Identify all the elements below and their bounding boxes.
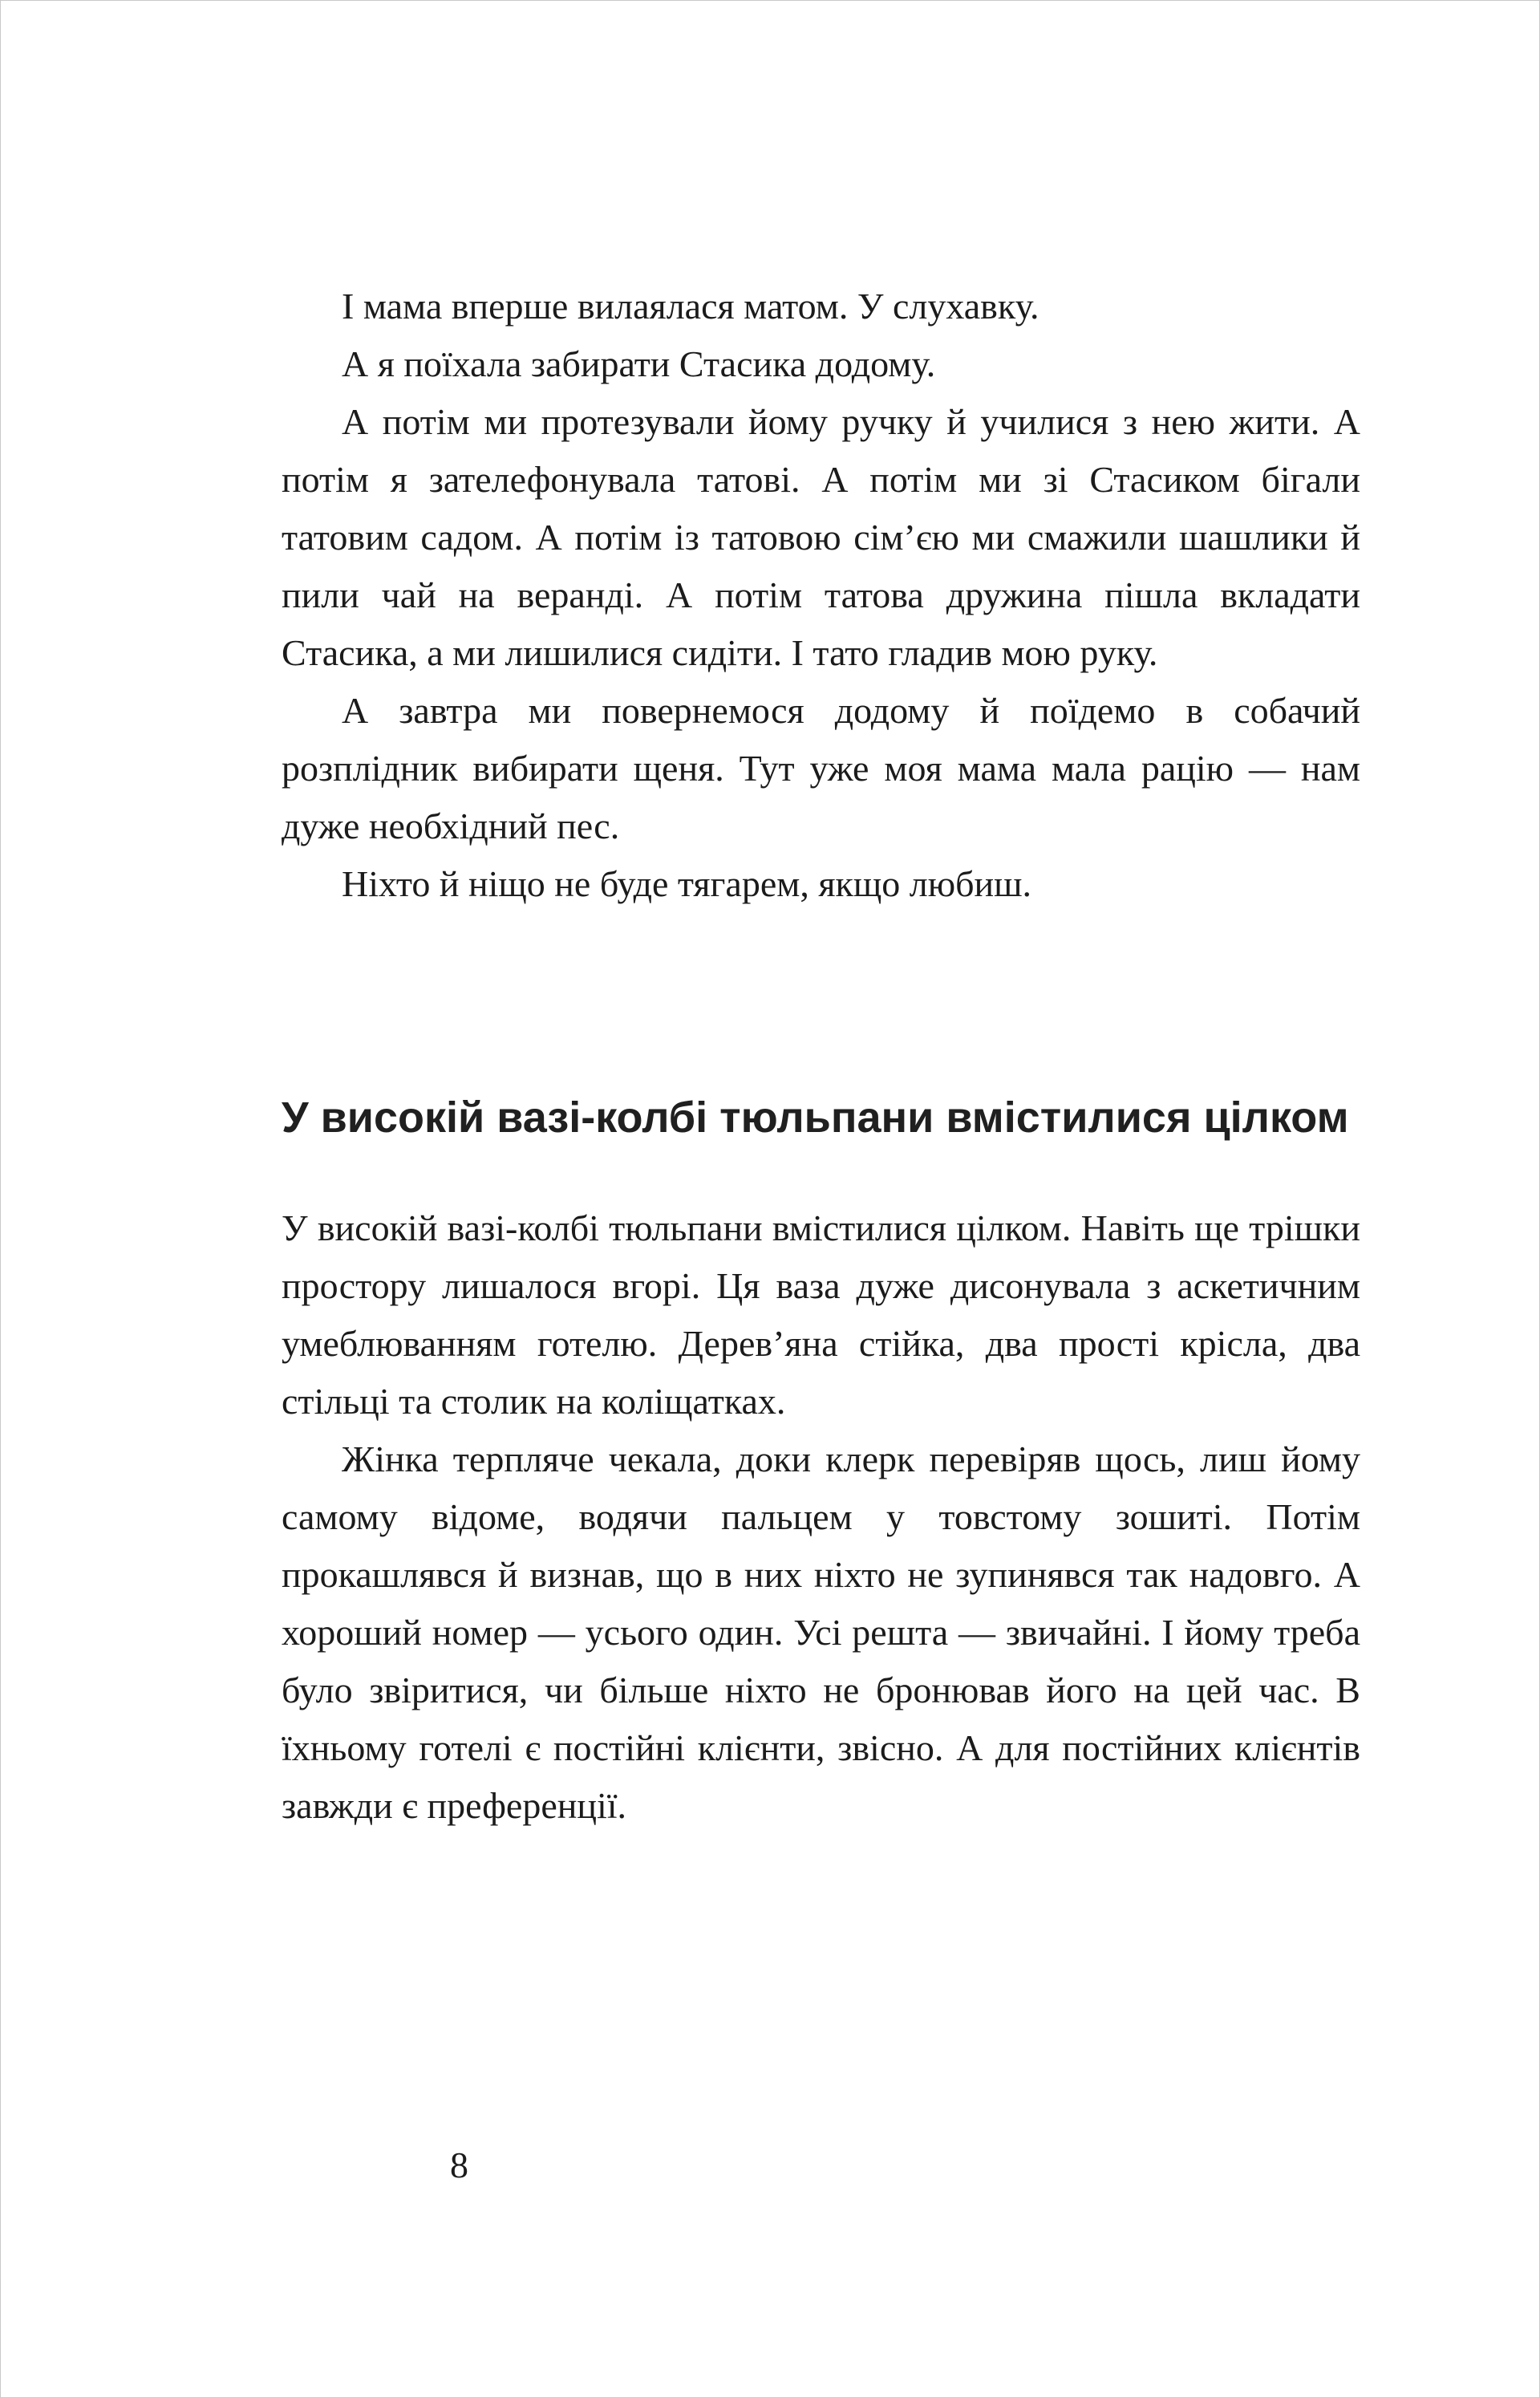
chapter-heading: У високій вазі-колбі тюльпани вмістилися цілком <box>282 1094 1349 1142</box>
body-paragraph: І мама вперше вилаялася матом. У слухавку. <box>342 286 1040 327</box>
body-paragraph: А потім ми протезували йому ручку й училися з нею жити. А потім я зателефонувала татові. А потім ми зі Стасиком бігали татовим садом. А потім із татовою сім’єю ми смажили шашлики й пили чай на веранді. А потім татова дружина пішла вкладати Стасика, а ми лишилися сидіти. І тато гладив мою руку. <box>282 401 1360 673</box>
body-paragraph: Ніхто й ніщо не буде тягарем, якщо любиш. <box>342 863 1032 904</box>
page-number: 8 <box>450 2144 468 2185</box>
body-paragraph: А завтра ми повернемося додому й поїдемо в собачий розплідник вибирати щеня. Тут уже моя мама мала рацію — нам дуже необхідний пес. <box>282 690 1360 846</box>
text-block <box>282 278 1360 1835</box>
body-paragraph: У високій вазі-колбі тюльпани вмістилися цілком. Навіть ще трішки простору лишалося вгорі. Ця ваза дуже дисонувала з аскетичним умеблюванням готелю. Дерев’яна стійка, два прості крісла, два стільці та столик на коліщатках. <box>282 1207 1360 1422</box>
body-paragraph: Жінка терпляче чекала, доки клерк перевіряв щось, лиш йому самому відоме, водячи пальцем у товстому зошиті. Потім прокашлявся й визнав, що в них ніхто не зупинявся так надовго. А хороший номер — усього один. Усі решта — звичайні. І йому треба було звіритися, чи більше ніхто не бронював його на цей час. В їхньому готелі є постійні клієнти, звісно. А для постійних клієнтів завжди є преференції. <box>282 1438 1360 1826</box>
body-paragraph: А я поїхала забирати Стасика додому. <box>342 343 936 384</box>
